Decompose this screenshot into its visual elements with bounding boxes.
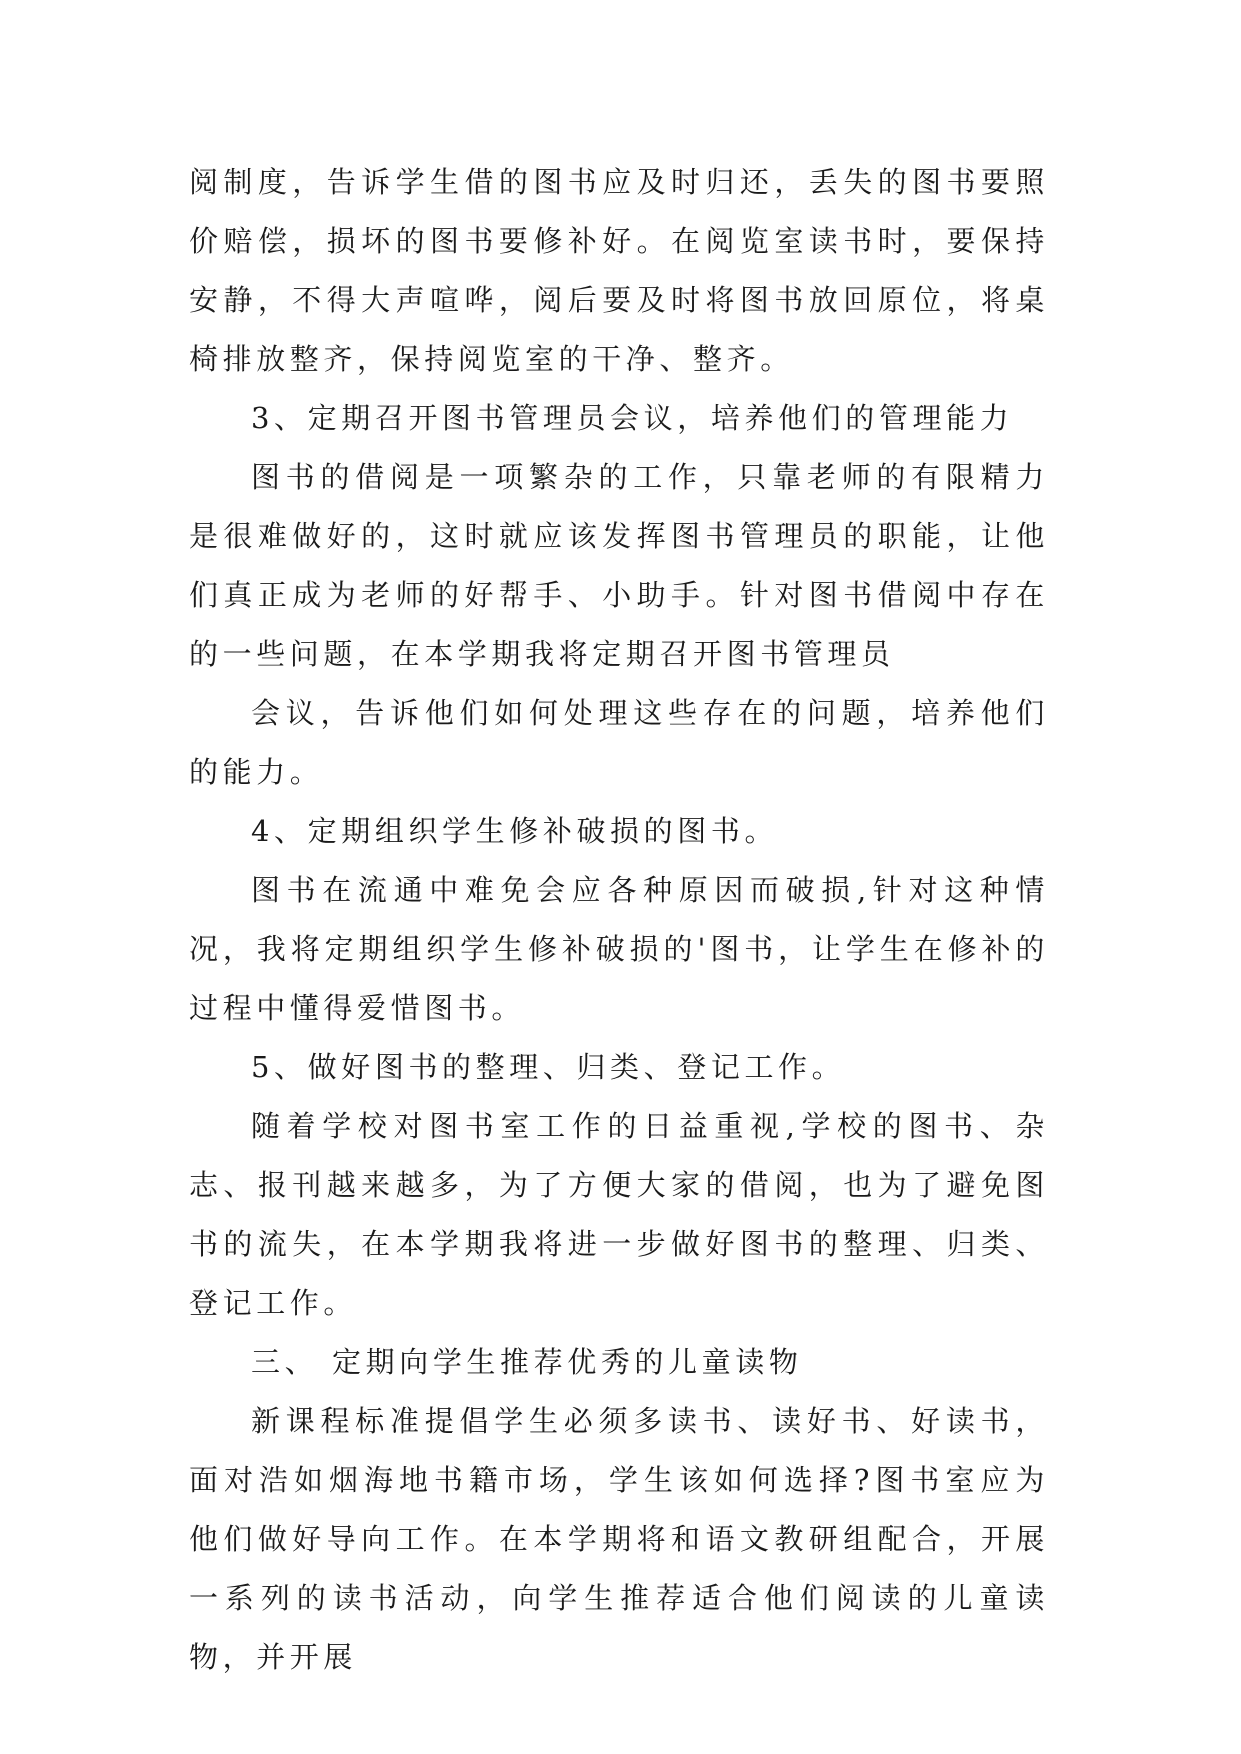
paragraph-cataloguing: 随着学校对图书室工作的日益重视,学校的图书、杂志、报刊越来越多，为了方便大家的借阅，也为了避免图书的流失，在本学期我将进一步做好图书的整理、归类、登记工作。 [189,1109,1049,1320]
heading-cataloguing: 5、做好图书的整理、归类、登记工作。 [251,1050,846,1084]
body-text [189,153,1049,1687]
heading-recommend-reading: 三、 定期向学生推荐优秀的儿童读物 [251,1345,803,1379]
paragraph-borrowing-rules: 阅制度，告诉学生借的图书应及时归还，丢失的图书要照价赔偿，损坏的图书要修补好。在阅览室读书时，要保持安静，不得大声喧哗，阅后要及时将图书放回原位，将桌椅排放整齐，保持阅览室的干净、整齐。 [189,165,1049,376]
paragraph-meeting-purpose: 会议，告诉他们如何处理这些存在的问题，培养他们的能力。 [189,696,1049,789]
heading-librarian-meetings: 3、定期召开图书管理员会议，培养他们的管理能力 [251,401,1014,435]
heading-book-repair: 4、定期组织学生修补破损的图书。 [251,814,779,848]
paragraph-recommend-reading: 新课程标准提倡学生必须多读书、读好书、好读书，面对浩如烟海地书籍市场，学生该如何选择?图书室应为他们做好导向工作。在本学期将和语文教研组配合，开展一系列的读书活动，向学生推荐适合他们阅读的儿童读物，并开展 [189,1404,1049,1674]
paragraph-book-repair: 图书在流通中难免会应各种原因而破损,针对这种情况，我将定期组织学生修补破损的'图书，让学生在修补的过程中懂得爱惜图书。 [189,873,1049,1025]
paragraph-librarian-role: 图书的借阅是一项繁杂的工作，只靠老师的有限精力是很难做好的，这时就应该发挥图书管理员的职能，让他们真正成为老师的好帮手、小助手。针对图书借阅中存在的一些问题，在本学期我将定期召开图书管理员 [189,460,1049,671]
